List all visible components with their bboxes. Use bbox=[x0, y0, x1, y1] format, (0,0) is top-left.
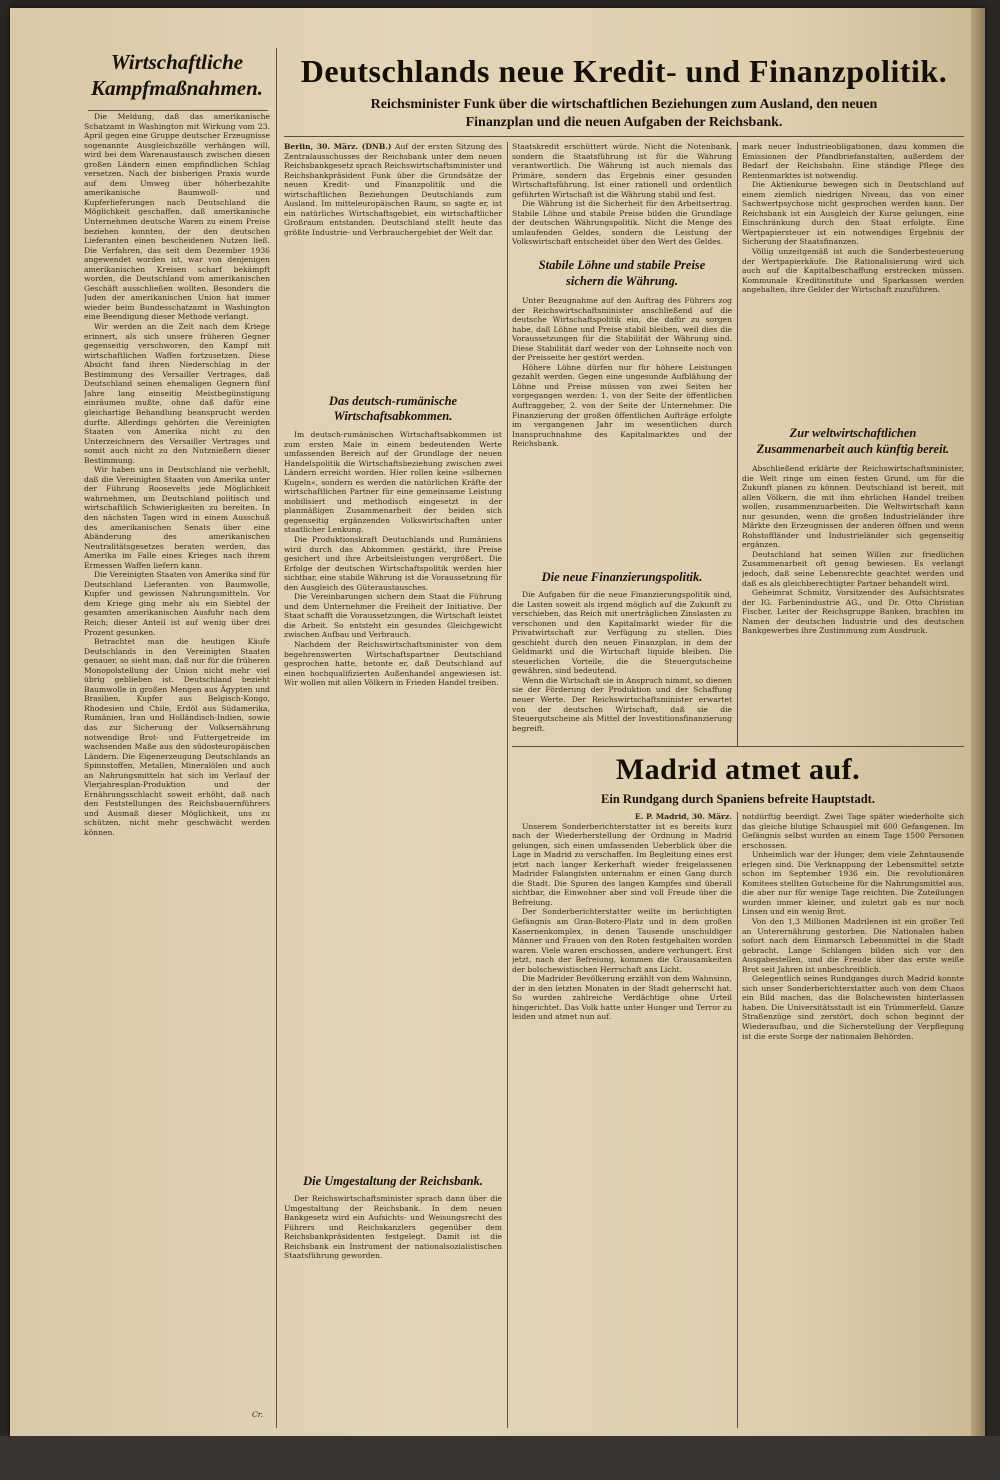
madrid-dateline: E. P. Madrid, 30. März. bbox=[634, 812, 732, 821]
main-paragraph: Die Aktienkurse bewegen sich in Deutschland auf einem ziemlich niedrigen Niveau, das von einer Sachwertpsychose nicht gesprochen werden kann. Der Reichsbank ist ein Ausgleich der Kurse gelungen, eine Einschränkung durch den Staat erfolgte. Eine Wertpapiersteuer ist ein notwendiges Ergebnis der Sicherung der Staatsfinanzen. bbox=[742, 180, 964, 247]
left-article-title-line1: Wirtschaftliche bbox=[110, 50, 244, 74]
main-paragraph: Unter Bezugnahme auf den Auftrag des Führers zog der Reichswirtschaftsminister anschließend auf die deutsche Wirtschaftspolitik ein, die dafür zu sorgen habe, daß Löhne und Preise stabil bleiben, weil dies die Voraussetzungen für die Stabilität der Währung sind. Diese Stabilität darf weder von der Lohnseite noch von der Preisseite her gestört werden. bbox=[512, 296, 732, 363]
main-column-2 bbox=[512, 142, 732, 254]
section-heading-rumaenisch-1: Das deutsch-rumänische bbox=[328, 394, 458, 408]
section-heading-rumaenisch-2: Wirtschaftsabkommen. bbox=[333, 409, 453, 423]
main-paragraph: Im deutsch-rumänischen Wirtschaftsabkommen ist zum ersten Male in einem bedeutenden Werte umfassenden Bereich auf der Grundlage der neuen Handelspolitik die Wirtschaftsbeziehung zwischen zwei Ländern erreicht worden. Hier rollen keine »silbernen Kugeln«, sondern es werden die natürlichen Kräfte der wirtschaftlichen Partner für eine gemeinsame Leistung mobilisiert und methodisch eingesetzt in der planmäßigen Zusammenarbeit der beiden sich gegenseitig ergänzenden Volkswirtschaften unter staatlicher Lenkung. bbox=[284, 430, 502, 535]
main-column-1-section-1 bbox=[284, 430, 502, 1168]
main-column-3-section-5 bbox=[742, 464, 964, 740]
left-paragraph: Wir werden an die Zeit nach dem Kriege erinnert, als sich unsere früheren Gegner gegenseitig verschworen, den Kampf mit wirtschaftlichen Waffen fortzusetzen. Diese Absicht fand ihren Niederschlag in der Bestimmung des Versailler Vertrages, daß Deutschland seinen ehemaligen Gegnern fünf Jahre lang einseitig Meistbegünstigung einräumen mußte, ohne daß dafür eine gleichartige Behandlung beansprucht werden durfte. Allerdings gehörten die Vereinigten Staaten von Amerika nicht zu den Unterzeichnern des Versailler Vertrages und somit auch nicht zu den Nutznießern dieser Bestimmung. bbox=[84, 322, 270, 465]
madrid-paragraph: Unserem Sonderberichterstatter ist es bereits kurz nach der Wiederherstellung der Ordnung in Madrid gelungen, sich einen umfassenden Ueberblick über die Lage in Madrid zu verschaffen. Im Begleitung eines erst jetzt nach langer Kerkerhaft wieder freigelassenen Madrider Falangisten unternahm er einen Gang durch die Stadt. Die Spuren des langen Kampfes sind überall sichtbar, die Einwohner aber sind voll Freude über die Befreiung. bbox=[512, 821, 732, 907]
left-paragraph: Wir haben uns in Deutschland nie verhehlt, daß die Vereinigten Staaten von Amerika unter der Führung Roosevelts jede Möglichkeit wahrnehmen, um Deutschland politisch und wirtschaftlich Schwierigkeiten zu bereiten. In den nächsten Tagen wird in einem Ausschuß des amerikanischen Senats über eine Abänderung des amerikanischen Neutralitätsgesetzes beraten werden, das Amerika im Falle eines Krieges nach ihrem Ermessen Waffen liefern kann. bbox=[84, 465, 270, 570]
main-paragraph: Staatskredit erschüttert würde. Nicht die Notenbank, sondern die Staatsführung ist für die Währung verantwortlich. Die Währung ist auch niemals das Primäre, sondern das Ergebnis einer gesunden Wirtschaftsführung. Ist einer rationell und ordentlich geführten Wirtschaft ist die Währung stabil und fest. bbox=[512, 142, 732, 199]
column-rule-left bbox=[276, 48, 277, 1428]
madrid-headline: Madrid atmet auf. bbox=[615, 753, 861, 786]
left-paragraph: Die Meldung, daß das amerikanische Schatzamt in Washington mit Wirkung vom 23. April gegen eine Gruppe deutscher Erzeugnisse sogenannte Ausgleichszölle verhängen will, wird bei dem Warenaustausch zwischen diesen großen Ländern einen empfindlichen Schlag versetzen. Nach der bisherigen Praxis wurde auf dem Umweg über höherbezahlte amerikanische Baumwoll- und Kupferlieferungen nach Deutschland die Möglichkeit geschaffen, daß amerikanische Unternehmen deutsche Waren zu einem Preise beziehen konnten, der den deutschen Lieferanten einen bescheidenen Nutzen ließ. Die Verfahren, das seit dem Dezember 1936 angewendet worden ist, war von denjenigen amerikanischen Kreisen scharf bekämpft worden, die Deutschland vom amerikanischen Geschäft ausschließen wollten. Besonders die Juden der amerikanischen Union hat immer wieder beim Bundesschatzamt in Washington eine Beendigung dieser Methode verlangt. bbox=[84, 112, 270, 322]
section-heading-finanzierung: Die neue Finanzierungspolitik. bbox=[541, 570, 703, 584]
main-dateline: Berlin, 30. März. (DNB.) bbox=[284, 142, 392, 151]
madrid-top-rule bbox=[512, 746, 964, 747]
section-heading-reichsbank: Die Umgestaltung der Reichsbank. bbox=[303, 1174, 483, 1188]
main-paragraph: Die Produktionskraft Deutschlands und Rumäniens wird durch das Abkommen gestärkt, ihre Preise gesichert und ihre Arbeitsleistungen vergrößert. Die Erfolge der deutschen Wirtschaftspolitik werden hier sichtbar, eine stabile Währung ist die Voraussetzung für den Ausgleich des Güteraustausches. bbox=[284, 535, 502, 592]
main-paragraph: Nachdem der Reichswirtschaftsminister von dem begehrenswerten Wirtschaftspartner Deutschland gesprochen hatte, betonte er, daß Deutschland auf einen hochqualifizierten Außenhandel angewiesen ist. Wir wollen mit allen Völkern in Frieden Handel treiben. bbox=[284, 640, 502, 688]
madrid-column-2 bbox=[742, 812, 964, 1428]
main-paragraph: Der Reichswirtschaftsminister sprach dann über die Umgestaltung der Reichsbank. In dem neuen Bankgesetz wird ein Aufsichts- und Weisungsrecht des Führers und Reichskanzlers gegenüber dem Reichsbankpräsidenten festgelegt. Damit ist die Reichsbank ein Instrument der nationalsozialistischen Staatsführung geworden. bbox=[284, 1194, 502, 1261]
section-heading-welt-1: Zur weltwirtschaftlichen bbox=[789, 426, 917, 440]
section-heading-loehne-2: sichern die Währung. bbox=[566, 274, 678, 288]
left-article-body bbox=[84, 112, 270, 1412]
left-paragraph: Betrachtet man die heutigen Käufe Deutschlands in den Vereinigten Staaten genauer, so sieht man, daß nur für die früheren Monopolstellung der Union nicht mehr viel übrig geblieben ist. Deutschland bezieht Baumwolle in großen Mengen aus Ägypten und Brasilien, Kupfer aus Belgisch-Kongo, Rhodesien und Chile, Erdöl aus Südamerika, Rumänien, Iran und Holländisch-Indien, sowie das zur Sicherung der Volksernährung notwendige Brot- und Futtergetreide im wachsenden Maße aus den südosteuropäischen Ländern. Die Eigenerzeugung Deutschlands an Spinnstoffen, Metallen, Mineralölen und auch an Nahrungsmitteln hat sich im Verlauf der Vierjahresplan-Produktion und der Ernährungsschlacht soweit erhöht, daß nach den Feststellungen des Reichsbauernführers und Ausmaß dieser Möglichkeit, uns zu schützen, nicht mehr geschwächt werden können. bbox=[84, 637, 270, 838]
newspaper-page bbox=[10, 8, 985, 1436]
main-intro-text: Auf der ersten Sitzung des Zentralausschusses der Reichsbank unter dem neuen Reichsbankgesetz sprach Reichswirtschaftsminister und Reichsbankpräsident Funk über die Grundsätze der neuen Kredit- und Finanzpolitik und die wirtschaftlichen Beziehungen Deutschlands zum Ausland. Im mitteleuropäischen Raum, so sagte er, ist ein natürliches Wirtschaftsgebiet, ein wirtschaftlicher Großraum entstanden. Deutschland stellt heute das größte Industrie- und Verbrauchergebiet der Welt dar. bbox=[284, 142, 502, 237]
main-subtitle-line1: Reichsminister Funk über die wirtschaftlichen Beziehungen zum Ausland, den neuen bbox=[370, 97, 878, 112]
madrid-column-1 bbox=[512, 812, 732, 1428]
madrid-subhead: Ein Rundgang durch Spaniens befreite Hauptstadt. bbox=[601, 792, 875, 806]
main-column-1-section-3 bbox=[284, 1194, 502, 1428]
scan-background-strip bbox=[0, 1436, 1000, 1480]
main-paragraph: Höhere Löhne dürfen nur für höhere Leistungen gezahlt werden. Gegen eine ungesunde Aufblähung der Löhne und Preise müssen von zwei Seiten her vorgegangen werden: 1. von der Seite der öffentlichen Auftraggeber, 2. von der Seite der Unternehmer. Die Finanzierung der großen öffentlichen Aufträge erfolgte im vergangenen Jahr im wesentlichen durch Inanspruchnahme des Kapitalmarktes und der Reichsbank. bbox=[512, 362, 732, 449]
main-paragraph: Deutschland hat seinen Willen zur friedlichen Zusammenarbeit oft genug bewiesen. Es verlangt jedoch, daß seine Lebensrechte geachtet werden und daß es als gleichberechtigter Partner behandelt wird. bbox=[742, 549, 964, 588]
madrid-paragraph: notdürftig beerdigt. Zwei Tage später wiederholte sich das gleiche blutige Schauspiel mit 600 Gefangenen. Im Gefängnis selbst wurden an einem Tage 1500 Personen erschossen. bbox=[742, 812, 964, 850]
binding-edge bbox=[971, 8, 985, 1436]
column-rule-main-2 bbox=[737, 142, 738, 746]
main-column-2-section-4 bbox=[512, 590, 732, 740]
main-headline: Deutschlands neue Kredit- und Finanzpolitik. bbox=[300, 53, 948, 89]
main-paragraph: Die Vereinbarungen sichern dem Staat die Führung und dem Unternehmer die Freiheit der Initiative. Der Staat schafft die Voraussetzungen, die Wirtschaft leistet die Arbeit. So entsteht ein gesundes Gleichgewicht zwischen Aufbau und Verbrauch. bbox=[284, 592, 502, 640]
main-paragraph: mark neuer Industrieobligationen, dazu kommen die Emissionen der Pfandbriefanstalten, außerdem der Bedarf der Reichsbahn. Eine ständige Pflege des Rentenmarktes ist notwendig. bbox=[742, 142, 964, 180]
left-article-title-line2: Kampfmaßnahmen. bbox=[90, 76, 264, 100]
main-paragraph: Die Währung ist die Sicherheit für den Arbeitsertrag. Stabile Löhne und stabile Preise bilden die Grundlage der deutschen Währungspolitik. Nicht die Menge des umlaufenden Geldes, sondern die Leistung der Volkswirtschaft entscheidet über den Wert des Geldes. bbox=[512, 199, 732, 247]
section-heading-welt-2: Zusammenarbeit auch künftig bereit. bbox=[756, 442, 950, 456]
main-paragraph: Völlig unzeitgemäß ist auch die Sonderbesteuerung der Wertpapierkäufe. Die Rationalisierung wird sich auch auf die Kapitalbeschaffung erstrecken müssen. Kommunale Kreditinstitute und Sparkassen werden angehalten, ihre Gelder der Wirtschaft zuzuführen. bbox=[742, 247, 964, 295]
madrid-paragraph: Gelegentlich seines Rundganges durch Madrid konnte sich unser Sonderberichterstatter auch von dem Chaos ein Bild machen, das die Bolschewisten hinterlassen haben. Die Universitätsstadt ist ein Trümmerfeld. Ganze Straßenzüge sind zerstört, doch schon beginnt der Wiederaufbau, und die Sicherstellung der Verpflegung ist die erste Sorge der nationalen Behörden. bbox=[742, 974, 964, 1041]
madrid-paragraph: Unheimlich war der Hunger, dem viele Zehntausende erlegen sind. Die Verknappung der Lebensmittel setzte schon im September 1936 ein. Die revolutionären Komitees stellten Gutscheine für die Nahrungsmittel aus, die aber nur für wenige Tage reichten. Die Zuteilungen wurden immer kleiner, und zuletzt gab es nur noch Linsen und ein wenig Brot. bbox=[742, 850, 964, 917]
madrid-paragraph: Die Madrider Bevölkerung erzählt von dem Wahnsinn, der in den letzten Monaten in der Stadt geherrscht hat. So wurden zahlreiche Verdächtige ohne Urteil hingerichtet. Das Volk hatte unter Hunger und Terror zu leiden und atmet nun auf. bbox=[512, 974, 732, 1022]
madrid-paragraph: Von den 1,3 Millionen Madrilenen ist ein großer Teil an Unterernährung gestorben. Die Nationalen haben sofort nach dem Einmarsch Lebensmittel in die Stadt gebracht. Lange Schlangen bilden sich vor den Ausgabestellen, und die Freude über das erste weiße Brot seit Jahren ist unbeschreiblich. bbox=[742, 917, 964, 974]
main-paragraph: Geheimrat Schmitz, Vorsitzender des Aufsichtsrates der IG. Farbenindustrie AG., und Dr. Otto Christian Fischer, Leiter der Reichsgruppe Banken, brachten im Namen der deutschen Industrie und des deutschen Bankgewerbes ihre Zustimmung zum Ausdruck. bbox=[742, 588, 964, 636]
left-article-signoff: Cr. bbox=[252, 1410, 264, 1419]
main-column-2-section-2 bbox=[512, 296, 732, 564]
left-paragraph: Die Vereinigten Staaten von Amerika sind für Deutschland Lieferanten von Baumwolle, Kupfer und gewissen Nahrungsmitteln. Vor dem Kriege ging mehr als ein Siebtel der gesamten amerikanischen Ausfuhr nach dem Reich; dieser Anteil ist auf wenig über drei Prozent gesunken. bbox=[84, 570, 270, 637]
section-heading-loehne-1: Stabile Löhne und stabile Preise bbox=[538, 258, 706, 272]
main-paragraph: Die Aufgaben für die neue Finanzierungspolitik sind, die Lasten soweit als irgend möglich auf die Zukunft zu verschieben, das Reich mit unerträglichen Zinslasten zu verschonen und den Kapitalmarkt wieder für die Privatwirtschaft zur Verfügung zu stellen. Dies geschieht durch den neuen Finanzplan, in dem der Geldmarkt und die Wirtschaft liquide bleiben. Die steuerlichen Vorteile, die die Steuergutscheine gewähren, sind bedeutend. bbox=[512, 590, 732, 676]
left-title-rule bbox=[88, 110, 268, 111]
madrid-paragraph: Der Sonderberichterstatter weilte im berüchtigten Gefängnis am Gran-Botero-Platz und in dem großen Kasernenkomplex, in denen Tausende unschuldiger Männer und Frauen von den Roten festgehalten worden waren. Viele waren erschossen, andere verhungert. Erst jetzt, nach der Befreiung, kommen die Grausamkeiten der bolschewistischen Herrschaft ans Licht. bbox=[512, 907, 732, 974]
main-column-3 bbox=[742, 142, 964, 420]
main-column-1 bbox=[284, 142, 502, 390]
main-subtitle-line2: Finanzplan und die neuen Aufgaben der Reichsbank. bbox=[465, 115, 783, 130]
column-rule-main-1 bbox=[507, 142, 508, 1428]
main-paragraph: Abschließend erklärte der Reichswirtschaftsminister, die Welt ringe um einen festen Grund, um für die Zukunft planen zu können. Deutschland ist bereit, mit allen Völkern, die mit ihm ehrlichen Handel treiben wollen, zusammenzuarbeiten. Die Weltwirtschaft kann nur gesunden, wenn die großen Industrieländer ihre Märkte den Erzeugnissen der anderen öffnen und wenn Rohstoffländer und Industrieländer sich gegenseitig ergänzen. bbox=[742, 464, 964, 550]
main-headline-rule bbox=[284, 136, 964, 137]
main-paragraph: Wenn die Wirtschaft sie in Anspruch nimmt, so dienen sie der Förderung der Produktion und der Schaffung neuer Werte. Der Reichswirtschaftsminister erwartet von der deutschen Wirtschaft, daß sie die Steuergutscheine als Mittel der Investitionsfinanzierung begreift. bbox=[512, 675, 732, 733]
column-rule-madrid bbox=[737, 812, 738, 1428]
